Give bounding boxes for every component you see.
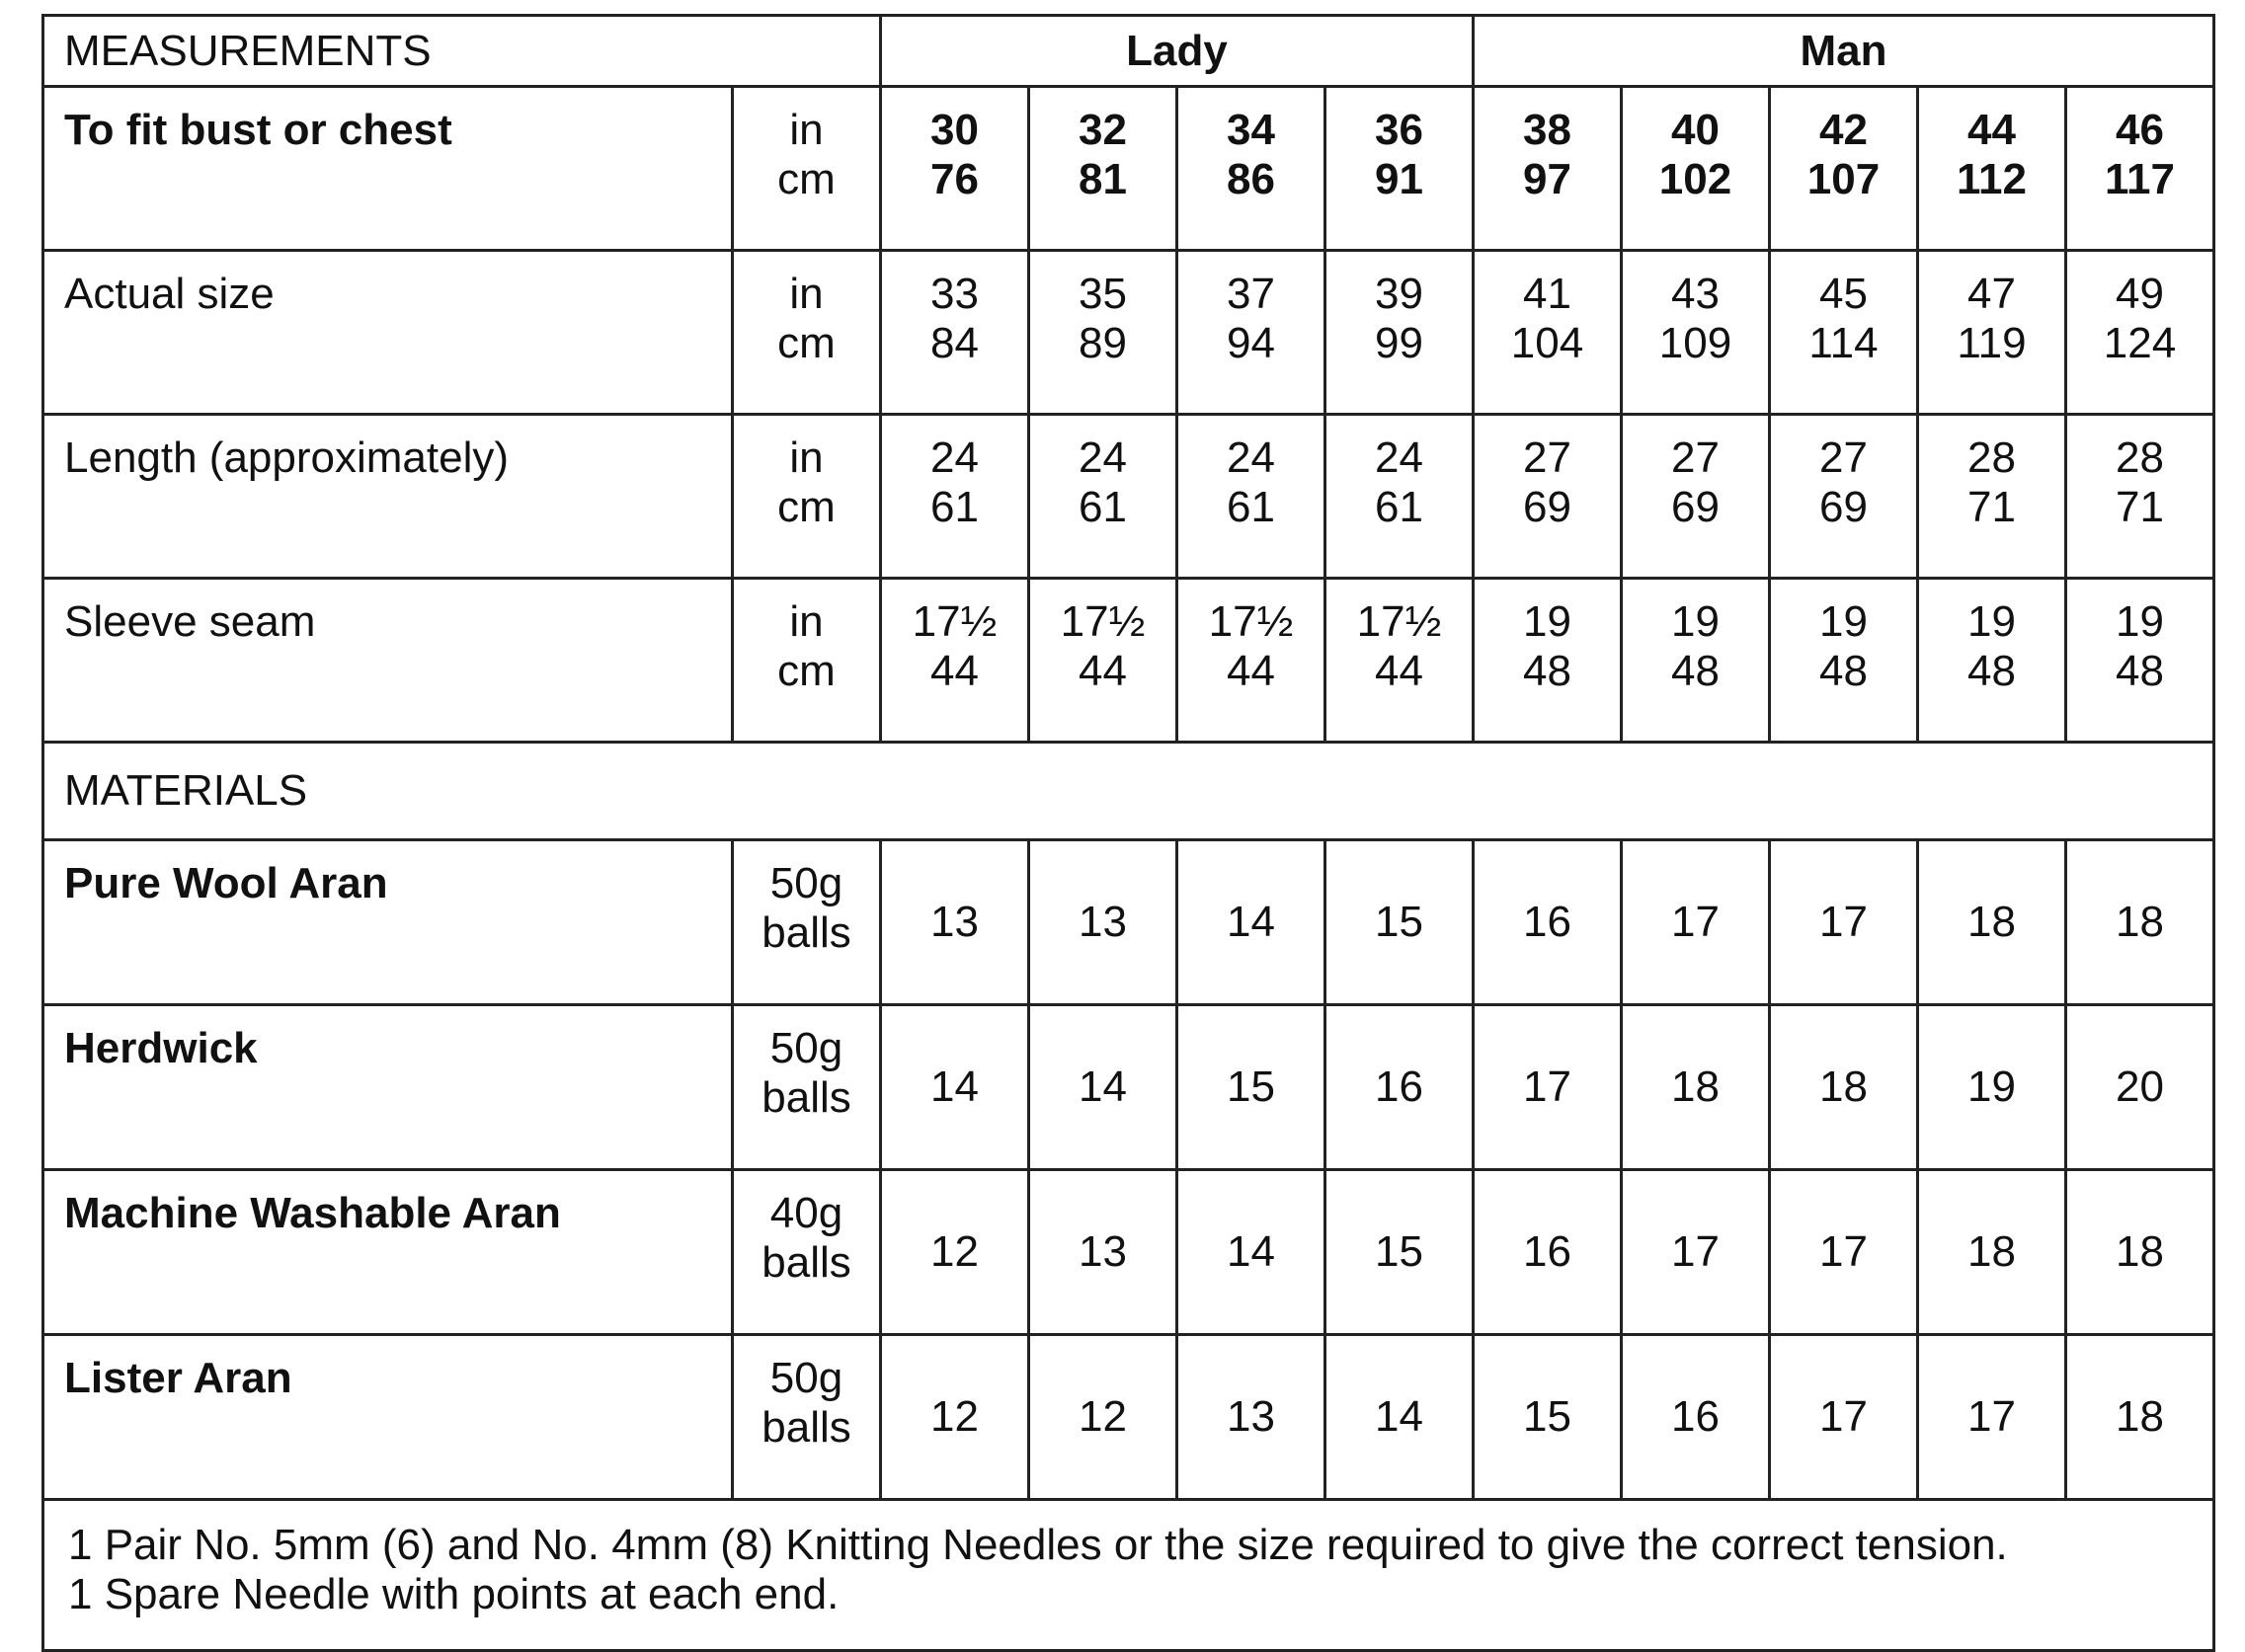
size-value-cell xyxy=(1474,415,1622,579)
ball-count-cell: 17 xyxy=(1770,1170,1918,1335)
size-value-cell xyxy=(1770,579,1918,743)
unit-cell xyxy=(733,579,881,743)
size-value-cell xyxy=(1622,251,1770,415)
size-value-cell xyxy=(1029,579,1177,743)
footer-row xyxy=(43,1500,2214,1651)
size-value-cell xyxy=(1770,87,1918,251)
ball-count-cell: 15 xyxy=(1325,1170,1474,1335)
value-in: 24 xyxy=(1375,433,1423,482)
ball-count-cell: 12 xyxy=(881,1335,1029,1500)
unit-weight: 40g xyxy=(769,1189,843,1237)
value-in: 49 xyxy=(2116,270,2164,318)
unit-cell xyxy=(733,87,881,251)
value-in: 41 xyxy=(1523,270,1571,318)
value-cm: 48 xyxy=(1967,647,2016,695)
ball-count-cell: 12 xyxy=(1029,1335,1177,1500)
ball-count-cell: 13 xyxy=(1029,1170,1177,1335)
size-value-cell xyxy=(1177,415,1325,579)
value-in: 42 xyxy=(1819,106,1868,154)
size-value-cell xyxy=(1918,579,2066,743)
ball-count-cell: 16 xyxy=(1622,1335,1770,1500)
value-cm: 119 xyxy=(1957,319,2027,367)
ball-count-cell: 14 xyxy=(1029,1005,1177,1170)
value-cm: 94 xyxy=(1227,319,1275,367)
value-in: 19 xyxy=(1523,597,1571,646)
needles-note xyxy=(43,1500,2214,1651)
ball-count-cell: 20 xyxy=(2066,1005,2214,1170)
value-in: 44 xyxy=(1967,106,2016,154)
row-label: Sleeve seam xyxy=(43,579,733,743)
value-cm: 69 xyxy=(1523,483,1571,531)
ball-count-cell: 13 xyxy=(1029,840,1177,1005)
measurement-row xyxy=(43,87,2214,251)
value-in: 34 xyxy=(1227,106,1275,154)
material-name: Pure Wool Aran xyxy=(43,840,733,1005)
group-lady-heading: Lady xyxy=(881,16,1474,87)
size-value-cell xyxy=(1325,87,1474,251)
value-cm: 117 xyxy=(2105,155,2175,203)
value-in: 36 xyxy=(1375,106,1423,154)
size-value-cell xyxy=(1770,415,1918,579)
ball-count-cell: 18 xyxy=(1622,1005,1770,1170)
value-in: 19 xyxy=(2116,597,2164,646)
value-cm: 107 xyxy=(1806,155,1881,203)
value-cm: 44 xyxy=(1079,647,1127,695)
ball-count-cell: 12 xyxy=(881,1170,1029,1335)
value-in: 39 xyxy=(1375,270,1423,318)
value-cm: 71 xyxy=(1967,483,2016,531)
value-in: 27 xyxy=(1819,433,1868,482)
size-value-cell xyxy=(1770,251,1918,415)
group-man-heading: Man xyxy=(1474,16,2214,87)
size-value-cell xyxy=(1177,87,1325,251)
ball-count-cell: 16 xyxy=(1474,1170,1622,1335)
value-in: 17½ xyxy=(912,597,998,646)
value-in: 17½ xyxy=(1356,597,1442,646)
value-in: 19 xyxy=(1967,597,2016,646)
value-in: 28 xyxy=(2116,433,2164,482)
unit-cm: cm xyxy=(777,319,836,367)
material-unit-cell xyxy=(733,840,881,1005)
value-cm: 61 xyxy=(1375,483,1423,531)
size-value-cell xyxy=(881,415,1029,579)
value-cm: 48 xyxy=(1819,647,1868,695)
unit-balls: balls xyxy=(762,1073,851,1122)
value-in: 28 xyxy=(1967,433,2016,482)
unit-cm: cm xyxy=(777,483,836,531)
value-in: 27 xyxy=(1523,433,1571,482)
needles-line-1: 1 Pair No. 5mm (6) and No. 4mm (8) Knitting Needles or the size required to give the correct tension. xyxy=(68,1521,2008,1569)
unit-weight: 50g xyxy=(769,1354,843,1402)
value-in: 19 xyxy=(1671,597,1720,646)
value-in: 33 xyxy=(930,270,979,318)
value-cm: 81 xyxy=(1079,155,1127,203)
unit-cm: cm xyxy=(777,647,836,695)
size-value-cell xyxy=(2066,87,2214,251)
material-name: Lister Aran xyxy=(43,1335,733,1500)
value-in: 35 xyxy=(1079,270,1127,318)
size-value-cell xyxy=(1474,87,1622,251)
ball-count-cell: 17 xyxy=(1622,840,1770,1005)
value-cm: 44 xyxy=(1227,647,1275,695)
value-cm: 86 xyxy=(1227,155,1275,203)
material-row xyxy=(43,1335,2214,1500)
material-row xyxy=(43,1170,2214,1335)
value-cm: 76 xyxy=(930,155,979,203)
unit-weight: 50g xyxy=(769,859,843,907)
row-label: Actual size xyxy=(43,251,733,415)
value-in: 30 xyxy=(930,106,979,154)
ball-count-cell: 17 xyxy=(1622,1170,1770,1335)
unit-balls: balls xyxy=(762,908,851,957)
value-in: 46 xyxy=(2116,106,2164,154)
materials-heading: MATERIALS xyxy=(43,743,2214,840)
value-cm: 114 xyxy=(1808,319,1879,367)
material-unit-cell xyxy=(733,1005,881,1170)
value-in: 38 xyxy=(1523,106,1571,154)
unit-in: in xyxy=(789,597,824,646)
size-value-cell xyxy=(1918,415,2066,579)
needles-line-2: 1 Spare Needle with points at each end. xyxy=(68,1570,840,1618)
unit-in: in xyxy=(789,106,824,154)
value-cm: 112 xyxy=(1957,155,2027,203)
value-cm: 69 xyxy=(1671,483,1720,531)
unit-balls: balls xyxy=(762,1238,851,1287)
ball-count-cell: 18 xyxy=(1918,1170,2066,1335)
size-value-cell xyxy=(1622,579,1770,743)
ball-count-cell: 17 xyxy=(1770,1335,1918,1500)
value-cm: 84 xyxy=(930,319,979,367)
ball-count-cell: 14 xyxy=(1177,1170,1325,1335)
value-cm: 61 xyxy=(1079,483,1127,531)
value-in: 47 xyxy=(1967,270,2016,318)
unit-cm: cm xyxy=(777,155,836,203)
value-cm: 61 xyxy=(930,483,979,531)
value-in: 32 xyxy=(1079,106,1127,154)
size-value-cell xyxy=(1325,251,1474,415)
material-name: Machine Washable Aran xyxy=(43,1170,733,1335)
header-row xyxy=(43,16,2214,87)
ball-count-cell: 14 xyxy=(1325,1335,1474,1500)
ball-count-cell: 17 xyxy=(1474,1005,1622,1170)
value-in: 45 xyxy=(1819,270,1868,318)
ball-count-cell: 13 xyxy=(881,840,1029,1005)
size-value-cell xyxy=(881,579,1029,743)
unit-cell xyxy=(733,251,881,415)
size-value-cell xyxy=(1622,415,1770,579)
row-label: To fit bust or chest xyxy=(43,87,733,251)
size-value-cell xyxy=(1029,415,1177,579)
ball-count-cell: 19 xyxy=(1918,1005,2066,1170)
material-name: Herdwick xyxy=(43,1005,733,1170)
size-value-cell xyxy=(1325,579,1474,743)
ball-count-cell: 13 xyxy=(1177,1335,1325,1500)
ball-count-cell: 15 xyxy=(1325,840,1474,1005)
value-in: 19 xyxy=(1819,597,1868,646)
material-row xyxy=(43,1005,2214,1170)
unit-in: in xyxy=(789,270,824,318)
ball-count-cell: 16 xyxy=(1325,1005,1474,1170)
measurements-heading: MEASUREMENTS xyxy=(43,16,881,87)
value-in: 17½ xyxy=(1208,597,1294,646)
size-value-cell xyxy=(1474,579,1622,743)
unit-in: in xyxy=(789,433,824,482)
ball-count-cell: 18 xyxy=(2066,840,2214,1005)
value-in: 40 xyxy=(1671,106,1720,154)
value-cm: 48 xyxy=(1523,647,1571,695)
value-cm: 97 xyxy=(1523,155,1571,203)
size-value-cell xyxy=(1325,415,1474,579)
material-unit-cell xyxy=(733,1170,881,1335)
value-in: 27 xyxy=(1671,433,1720,482)
value-cm: 104 xyxy=(1510,319,1584,367)
size-value-cell xyxy=(881,251,1029,415)
value-cm: 71 xyxy=(2116,483,2164,531)
value-cm: 91 xyxy=(1375,155,1423,203)
value-in: 24 xyxy=(1079,433,1127,482)
value-in: 37 xyxy=(1227,270,1275,318)
size-value-cell xyxy=(1029,87,1177,251)
unit-weight: 50g xyxy=(769,1024,843,1072)
size-value-cell xyxy=(1622,87,1770,251)
materials-heading-row xyxy=(43,743,2214,840)
measurement-row xyxy=(43,415,2214,579)
ball-count-cell: 16 xyxy=(1474,840,1622,1005)
unit-balls: balls xyxy=(762,1403,851,1452)
value-cm: 48 xyxy=(1671,647,1720,695)
size-value-cell xyxy=(1177,251,1325,415)
ball-count-cell: 14 xyxy=(1177,840,1325,1005)
material-row xyxy=(43,840,2214,1005)
size-value-cell xyxy=(1474,251,1622,415)
ball-count-cell: 14 xyxy=(881,1005,1029,1170)
value-cm: 109 xyxy=(1658,319,1732,367)
ball-count-cell: 15 xyxy=(1474,1335,1622,1500)
value-cm: 44 xyxy=(1375,647,1423,695)
measurement-row xyxy=(43,251,2214,415)
value-cm: 89 xyxy=(1079,319,1127,367)
ball-count-cell: 15 xyxy=(1177,1005,1325,1170)
material-unit-cell xyxy=(733,1335,881,1500)
ball-count-cell: 17 xyxy=(1918,1335,2066,1500)
value-in: 43 xyxy=(1671,270,1720,318)
measurements-materials-table xyxy=(41,14,2215,1652)
size-value-cell xyxy=(1918,251,2066,415)
size-value-cell xyxy=(1029,251,1177,415)
measurement-row xyxy=(43,579,2214,743)
size-value-cell xyxy=(881,87,1029,251)
value-cm: 99 xyxy=(1375,319,1423,367)
value-cm: 48 xyxy=(2116,647,2164,695)
size-value-cell xyxy=(2066,251,2214,415)
row-label: Length (approximately) xyxy=(43,415,733,579)
value-cm: 44 xyxy=(930,647,979,695)
unit-cell xyxy=(733,415,881,579)
ball-count-cell: 18 xyxy=(1918,840,2066,1005)
value-cm: 69 xyxy=(1819,483,1868,531)
value-in: 17½ xyxy=(1060,597,1146,646)
size-value-cell xyxy=(2066,579,2214,743)
value-cm: 102 xyxy=(1658,155,1732,203)
size-value-cell xyxy=(1177,579,1325,743)
size-value-cell xyxy=(2066,415,2214,579)
ball-count-cell: 18 xyxy=(2066,1335,2214,1500)
size-value-cell xyxy=(1918,87,2066,251)
value-cm: 61 xyxy=(1227,483,1275,531)
ball-count-cell: 18 xyxy=(1770,1005,1918,1170)
value-cm: 124 xyxy=(2103,319,2177,367)
ball-count-cell: 17 xyxy=(1770,840,1918,1005)
ball-count-cell: 18 xyxy=(2066,1170,2214,1335)
value-in: 24 xyxy=(1227,433,1275,482)
value-in: 24 xyxy=(930,433,979,482)
